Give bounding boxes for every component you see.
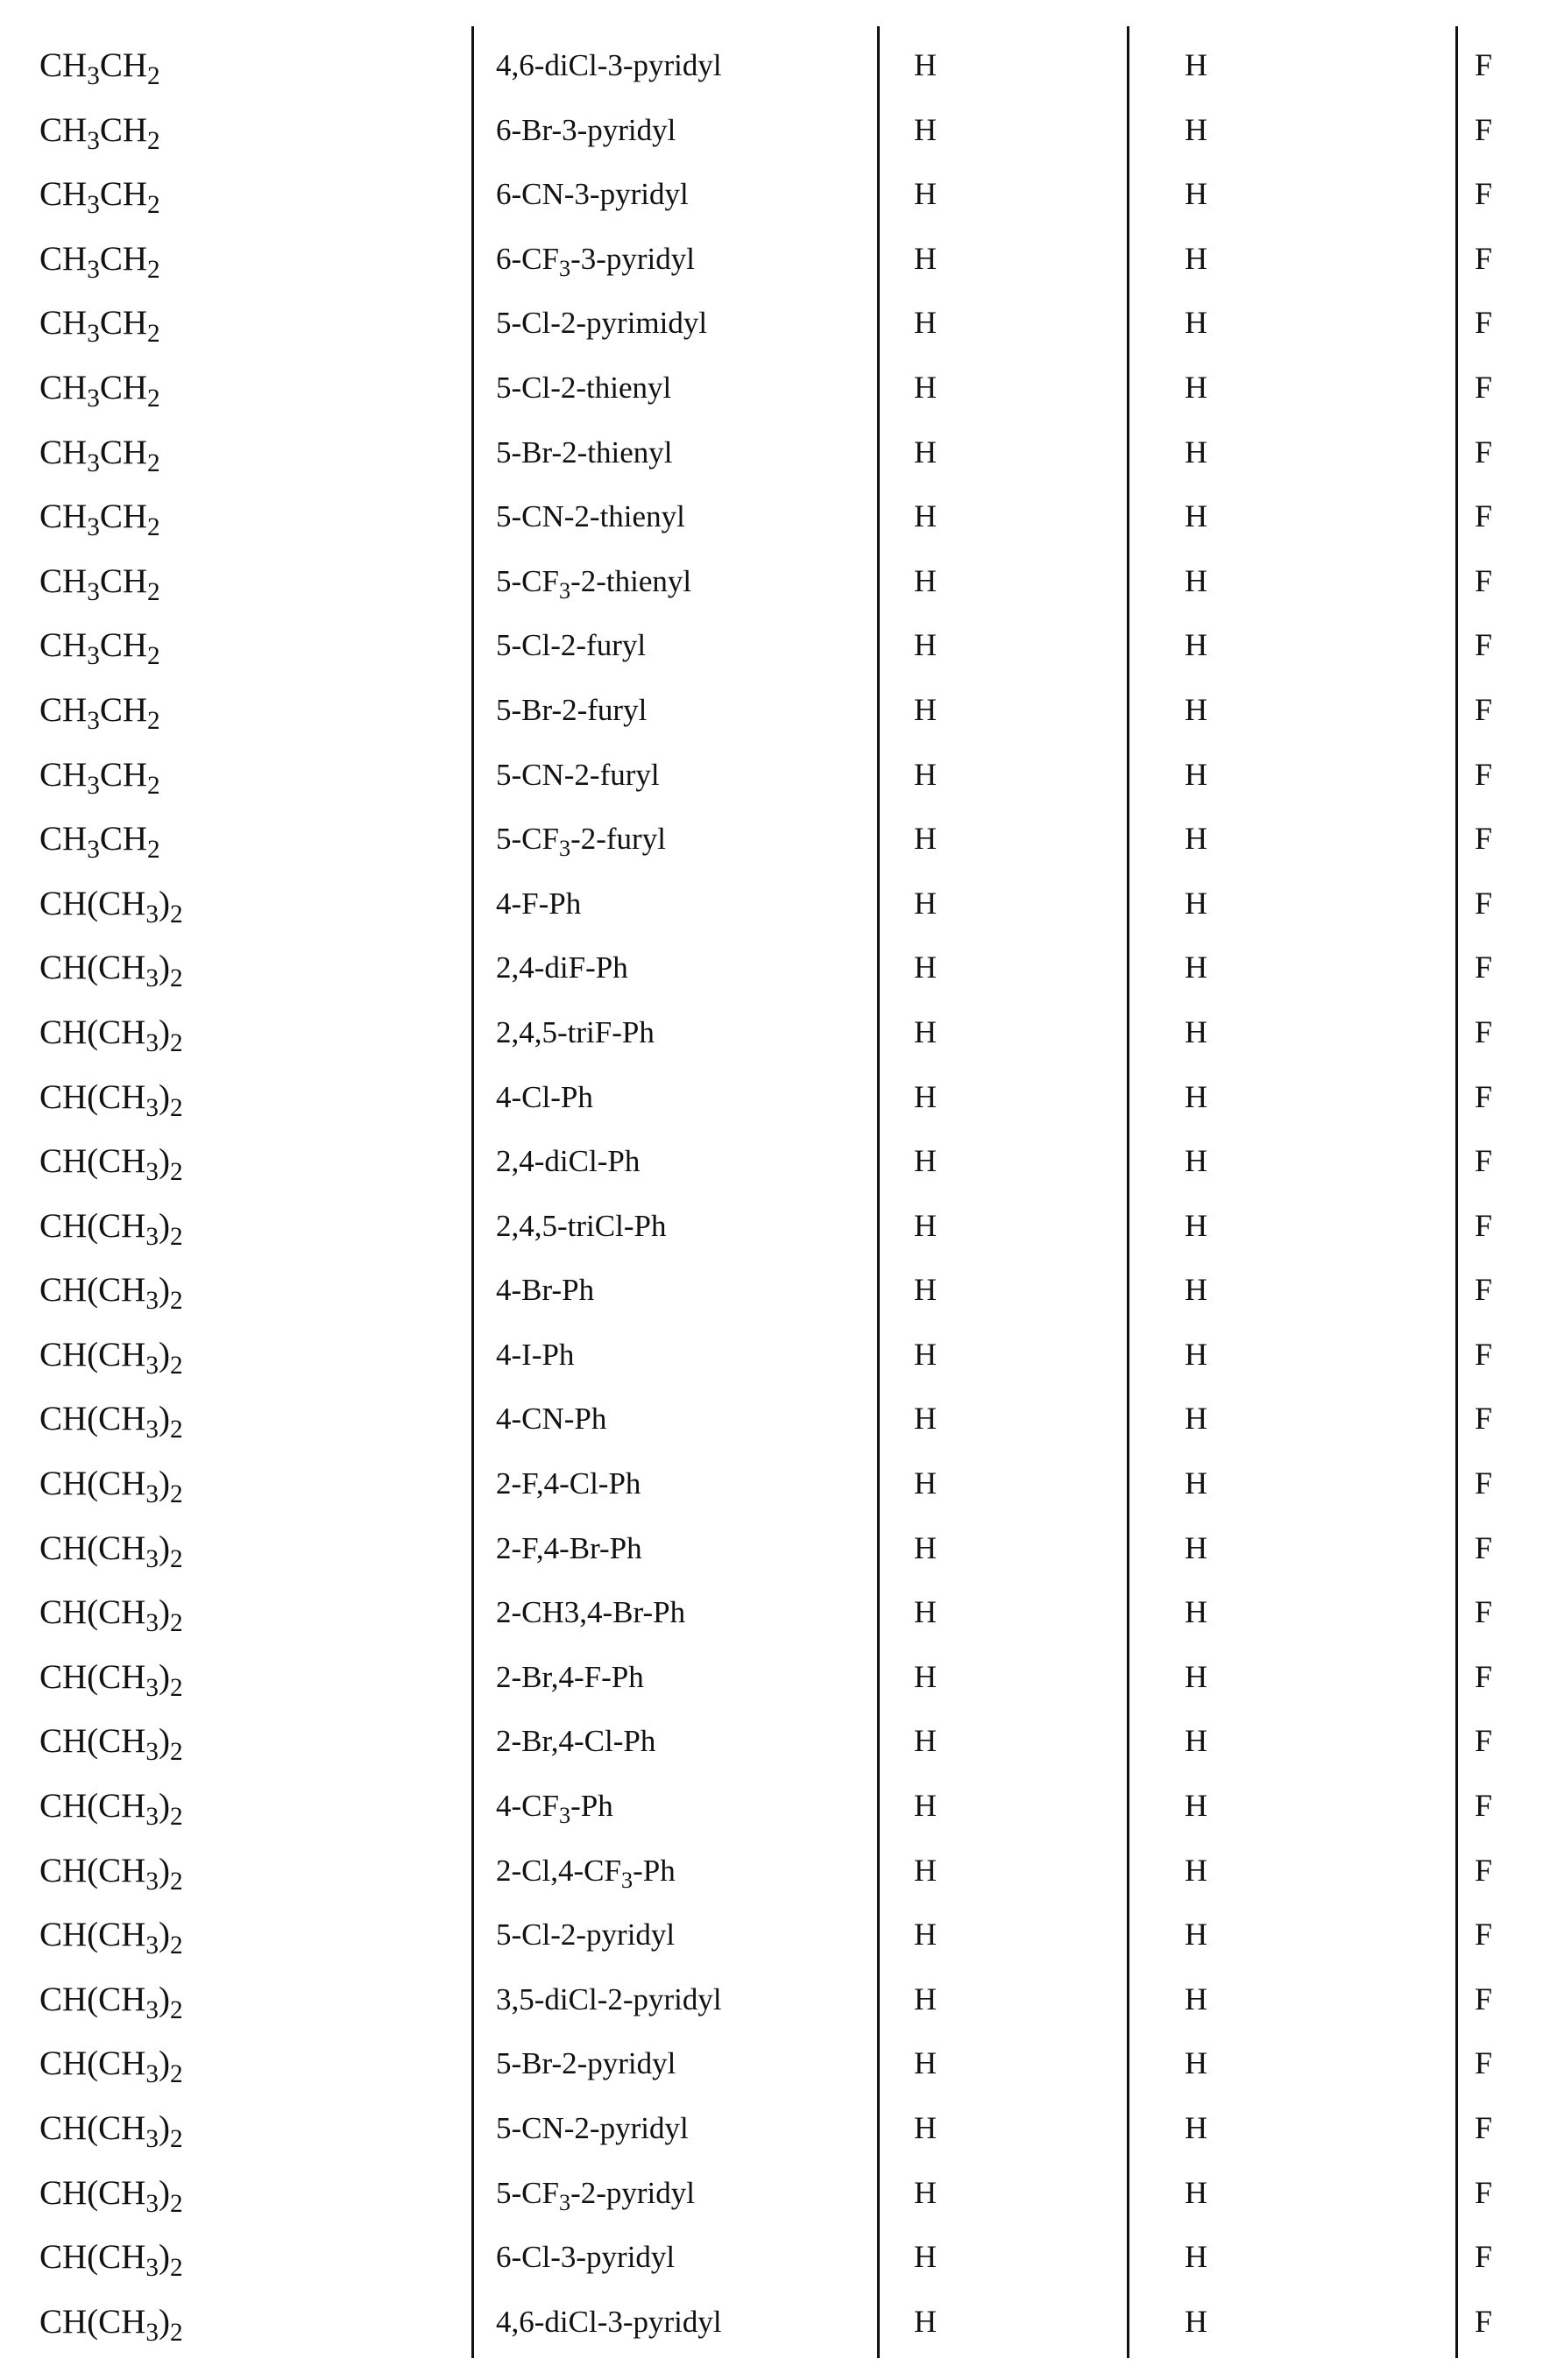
- table-cell-c2: 5-Cl-2-pyrimidyl: [496, 306, 708, 341]
- table-cell-c4: H: [1185, 756, 1207, 792]
- table-cell-c4: H: [1185, 1981, 1207, 2016]
- table-cell-c2: 4,6-diCl-3-pyridyl: [496, 2304, 722, 2339]
- table-row: [0, 1774, 1543, 1839]
- table-cell-c4: H: [1185, 950, 1207, 985]
- table-cell-c2: 6-Cl-3-pyridyl: [496, 2240, 676, 2275]
- table-cell-c2: 5-Br-2-pyridyl: [496, 2046, 676, 2081]
- table-cell-c1: $CH(CH_3)_2$: [39, 2109, 183, 2153]
- table-cell-c1: $CH(CH_3)_2$: [39, 1657, 183, 1702]
- table-cell-c4: H: [1185, 2110, 1207, 2145]
- table-cell-c3: H: [914, 1723, 937, 1759]
- table-cell-c1: $CH(CH_3)_2$: [39, 2173, 183, 2218]
- table-cell-c1: $CH_3CH_2$: [39, 239, 160, 284]
- table-cell-c1: $CH(CH_3)_2$: [39, 1400, 183, 1444]
- table-cell-c3: H: [914, 111, 937, 147]
- table-cell-c2: 2,4,5-triF-Ph: [496, 1014, 655, 1049]
- table-cell-c3: H: [914, 2110, 937, 2145]
- column-divider: [877, 26, 880, 2358]
- table-row: [0, 1258, 1543, 1323]
- table-row: [0, 549, 1543, 614]
- table-row: [0, 484, 1543, 549]
- table-cell-c3: H: [914, 1143, 937, 1179]
- table-cell-c1: $CH_3CH_2$: [39, 755, 160, 800]
- table-cell-c5: F: [1475, 434, 1493, 470]
- table-row: [0, 613, 1543, 678]
- table-cell-c1: $CH(CH_3)_2$: [39, 2045, 183, 2089]
- table-cell-c2: 2,4-diF-Ph: [496, 950, 628, 985]
- table-row: [0, 1000, 1543, 1065]
- table-cell-c5: F: [1475, 1852, 1493, 1888]
- table-cell-c2: 4-Cl-Ph: [496, 1079, 593, 1114]
- table-cell-c2: 2-F,4-Br-Ph: [496, 1530, 642, 1565]
- table-cell-c3: H: [914, 562, 937, 598]
- table-cell-c3: H: [914, 1272, 937, 1308]
- table-cell-c1: $CH(CH_3)_2$: [39, 949, 183, 993]
- table-cell-c2: $5-CF_3-2$-furyl: [496, 822, 666, 861]
- table-cell-c5: F: [1475, 1594, 1493, 1630]
- table-cell-c1: $CH(CH_3)_2$: [39, 1787, 183, 1831]
- table-cell-c3: H: [914, 1336, 937, 1372]
- table-cell-c4: H: [1185, 369, 1207, 405]
- table-cell-c3: H: [914, 1207, 937, 1243]
- table-cell-c5: F: [1475, 111, 1493, 147]
- table-cell-c4: H: [1185, 1788, 1207, 1824]
- table-cell-c5: F: [1475, 305, 1493, 341]
- table-row: [0, 1129, 1543, 1194]
- table-cell-c1: $CH(CH_3)_2$: [39, 884, 183, 929]
- table-cell-c2: 4-Br-Ph: [496, 1273, 595, 1308]
- table-cell-c5: F: [1475, 562, 1493, 598]
- table-cell-c3: H: [914, 627, 937, 663]
- table-cell-c1: $CH(CH_3)_2$: [39, 2238, 183, 2282]
- table-cell-c2: 2-F,4-Cl-Ph: [496, 1466, 641, 1501]
- table-cell-c1: $CH(CH_3)_2$: [39, 1980, 183, 2024]
- table-cell-c5: F: [1475, 2303, 1493, 2339]
- table-cell-c4: H: [1185, 498, 1207, 534]
- table-cell-c2: 4-I-Ph: [496, 1337, 575, 1372]
- table-cell-c4: H: [1185, 111, 1207, 147]
- table-cell-c2: $2-Cl,4-CF_3-Ph$: [496, 1853, 676, 1893]
- table-cell-c3: H: [914, 1981, 937, 2016]
- table-cell-c3: H: [914, 305, 937, 341]
- table-cell-c1: $CH_3CH_2$: [39, 175, 160, 219]
- table-cell-c1: $CH_3CH_2$: [39, 110, 160, 155]
- table-cell-c4: H: [1185, 2174, 1207, 2210]
- table-row: [0, 227, 1543, 292]
- table-row: [0, 936, 1543, 1000]
- table-row: [0, 1903, 1543, 1967]
- column-divider: [1127, 26, 1129, 2358]
- table-cell-c5: F: [1475, 47, 1493, 82]
- table-cell-c5: F: [1475, 627, 1493, 663]
- table-cell-c2: 5-Cl-2-pyridyl: [496, 1917, 676, 1953]
- table-cell-c4: H: [1185, 1272, 1207, 1308]
- table-cell-c1: $CH_3CH_2$: [39, 368, 160, 413]
- table-cell-c5: F: [1475, 176, 1493, 212]
- table-cell-c2: 2-Br,4-F-Ph: [496, 1659, 644, 1694]
- table-cell-c1: $CH(CH_3)_2$: [39, 1465, 183, 1508]
- table-cell-c5: F: [1475, 1272, 1493, 1308]
- table-cell-c1: $CH(CH_3)_2$: [39, 1722, 183, 1767]
- table-cell-c1: $CH(CH_3)_2$: [39, 1593, 183, 1638]
- table-row: [0, 2225, 1543, 2290]
- table-cell-c2: 6-CN-3-pyridyl: [496, 177, 689, 212]
- table-cell-c4: H: [1185, 1658, 1207, 1694]
- table-row: [0, 807, 1543, 872]
- table-row: [0, 291, 1543, 356]
- table-cell-c1: $CH_3CH_2$: [39, 498, 160, 541]
- table-cell-c5: F: [1475, 1143, 1493, 1179]
- table-cell-c1: $CH_3CH_2$: [39, 561, 160, 606]
- table-cell-c5: F: [1475, 1723, 1493, 1759]
- table-cell-c5: F: [1475, 2110, 1493, 2145]
- table-cell-c2: $5-CF_3-2$-pyridyl: [496, 2175, 696, 2215]
- table-cell-c4: H: [1185, 1336, 1207, 1372]
- table-cell-c3: H: [914, 885, 937, 921]
- table-cell-c2: 2-Br,4-Cl-Ph: [496, 1724, 656, 1759]
- table-cell-c3: H: [914, 1401, 937, 1437]
- table-cell-c3: H: [914, 1013, 937, 1049]
- table-cell-c5: F: [1475, 1981, 1493, 2016]
- table-cell-c4: H: [1185, 1401, 1207, 1437]
- table-cell-c3: H: [914, 176, 937, 212]
- table-row: [0, 356, 1543, 420]
- table-cell-c1: $CH(CH_3)_2$: [39, 1206, 183, 1251]
- table-cell-c4: H: [1185, 691, 1207, 727]
- table-row: [0, 162, 1543, 227]
- table-cell-c5: F: [1475, 2045, 1493, 2081]
- table-row: [0, 1451, 1543, 1516]
- table-cell-c3: H: [914, 2239, 937, 2275]
- table-cell-c5: F: [1475, 1465, 1493, 1501]
- table-cell-c1: $CH(CH_3)_2$: [39, 1142, 183, 1186]
- table-cell-c5: F: [1475, 369, 1493, 405]
- table-cell-c5: F: [1475, 1336, 1493, 1372]
- table-row: [0, 2096, 1543, 2161]
- table-cell-c5: F: [1475, 691, 1493, 727]
- table-cell-c2: 3,5-diCl-2-pyridyl: [496, 1981, 722, 2016]
- table-cell-c3: H: [914, 2174, 937, 2210]
- table-cell-c3: H: [914, 1594, 937, 1630]
- table-cell-c5: F: [1475, 1529, 1493, 1565]
- table-row: [0, 33, 1543, 98]
- table-cell-c4: H: [1185, 885, 1207, 921]
- table-cell-c3: H: [914, 1852, 937, 1888]
- table-cell-c4: H: [1185, 1529, 1207, 1565]
- table-cell-c2: 5-CN-2-pyridyl: [496, 2111, 689, 2145]
- table-cell-c5: F: [1475, 821, 1493, 857]
- table-cell-c3: H: [914, 950, 937, 985]
- table-cell-c5: F: [1475, 2239, 1493, 2275]
- table-cell-c5: F: [1475, 1207, 1493, 1243]
- compound-table: [0, 33, 1543, 2354]
- table-cell-c1: $CH_3CH_2$: [39, 46, 160, 90]
- table-cell-c3: H: [914, 2045, 937, 2081]
- table-cell-c5: F: [1475, 1078, 1493, 1114]
- column-divider: [1455, 26, 1458, 2358]
- table-row: [0, 98, 1543, 163]
- column-divider: [471, 26, 474, 2358]
- table-cell-c4: H: [1185, 2303, 1207, 2339]
- table-cell-c2: $4-CF_3-Ph$: [496, 1789, 613, 1828]
- table-cell-c4: H: [1185, 562, 1207, 598]
- table-row: [0, 872, 1543, 936]
- table-cell-c3: H: [914, 821, 937, 857]
- table-row: [0, 2161, 1543, 2226]
- table-cell-c5: F: [1475, 1658, 1493, 1694]
- table-row: [0, 420, 1543, 485]
- table-cell-c3: H: [914, 240, 937, 276]
- table-cell-c4: H: [1185, 1852, 1207, 1888]
- table-row: [0, 1323, 1543, 1388]
- table-cell-c1: $CH(CH_3)_2$: [39, 1271, 183, 1316]
- table-cell-c1: $CH(CH_3)_2$: [39, 2302, 183, 2347]
- table-cell-c1: $CH(CH_3)_2$: [39, 1529, 183, 1573]
- table-cell-c3: H: [914, 498, 937, 534]
- table-cell-c4: H: [1185, 1207, 1207, 1243]
- table-cell-c1: $CH_3CH_2$: [39, 626, 160, 671]
- table-cell-c5: F: [1475, 1401, 1493, 1437]
- table-cell-c2: 5-Br-2-furyl: [496, 692, 648, 727]
- table-cell-c2: 5-CN-2-furyl: [496, 757, 660, 792]
- table-cell-c3: H: [914, 1529, 937, 1565]
- table-cell-c3: H: [914, 2303, 937, 2339]
- table-cell-c3: H: [914, 756, 937, 792]
- table-cell-c1: $CH_3CH_2$: [39, 304, 160, 349]
- table-cell-c4: H: [1185, 1143, 1207, 1179]
- table-cell-c4: H: [1185, 2239, 1207, 2275]
- table-cell-c1: $CH(CH_3)_2$: [39, 1916, 183, 1960]
- table-cell-c3: H: [914, 1658, 937, 1694]
- table-cell-c2: 4-CN-Ph: [496, 1402, 607, 1437]
- table-cell-c5: F: [1475, 756, 1493, 792]
- table-cell-c3: H: [914, 1078, 937, 1114]
- table-cell-c4: H: [1185, 627, 1207, 663]
- table-cell-c5: F: [1475, 950, 1493, 985]
- table-cell-c4: H: [1185, 1723, 1207, 1759]
- table-cell-c1: $CH_3CH_2$: [39, 820, 160, 864]
- table-cell-c3: H: [914, 47, 937, 82]
- table-row: [0, 2031, 1543, 2096]
- table-row: [0, 2290, 1543, 2355]
- table-cell-c1: $CH(CH_3)_2$: [39, 1335, 183, 1380]
- table-cell-c4: H: [1185, 1465, 1207, 1501]
- table-cell-c4: H: [1185, 305, 1207, 341]
- table-cell-c4: H: [1185, 2045, 1207, 2081]
- table-cell-c2: 2,4-diCl-Ph: [496, 1144, 641, 1179]
- table-row: [0, 743, 1543, 808]
- table-cell-c2: 2,4,5-triCl-Ph: [496, 1208, 667, 1243]
- table-row: [0, 1839, 1543, 1903]
- table-cell-c5: F: [1475, 1917, 1493, 1953]
- table-cell-c2: 5-Cl-2-furyl: [496, 628, 647, 663]
- table-row: [0, 1516, 1543, 1581]
- table-cell-c4: H: [1185, 1594, 1207, 1630]
- table-row: [0, 1709, 1543, 1774]
- table-cell-c4: H: [1185, 240, 1207, 276]
- table-cell-c2: $6-CF_3-3$-pyridyl: [496, 241, 696, 281]
- table-cell-c5: F: [1475, 1013, 1493, 1049]
- table-cell-c3: H: [914, 691, 937, 727]
- table-cell-c2: 4-F-Ph: [496, 886, 582, 921]
- table-cell-c5: F: [1475, 2174, 1493, 2210]
- table-row: [0, 1580, 1543, 1645]
- table-row: [0, 1194, 1543, 1259]
- table-row: [0, 1387, 1543, 1451]
- table-cell-c3: H: [914, 1788, 937, 1824]
- table-cell-c4: H: [1185, 434, 1207, 470]
- table-cell-c4: H: [1185, 176, 1207, 212]
- table-row: [0, 1645, 1543, 1710]
- table-cell-c1: $CH(CH_3)_2$: [39, 1013, 183, 1057]
- table-cell-c2: 4,6-diCl-3-pyridyl: [496, 48, 722, 82]
- table-cell-c4: H: [1185, 1013, 1207, 1049]
- table-cell-c2: 6-Br-3-pyridyl: [496, 112, 676, 147]
- table-cell-c2: 2-CH3,4-Br-Ph: [496, 1595, 686, 1630]
- table-cell-c1: $CH_3CH_2$: [39, 433, 160, 477]
- table-cell-c3: H: [914, 434, 937, 470]
- table-cell-c2: $5-CF_3-2$-thienyl: [496, 563, 692, 604]
- table-cell-c4: H: [1185, 1917, 1207, 1953]
- table-row: [0, 678, 1543, 743]
- table-row: [0, 1065, 1543, 1130]
- table-cell-c4: H: [1185, 47, 1207, 82]
- table-row: [0, 1967, 1543, 2032]
- table-cell-c1: $CH_3CH_2$: [39, 690, 160, 735]
- table-cell-c2: 5-Br-2-thienyl: [496, 434, 673, 470]
- table-cell-c5: F: [1475, 240, 1493, 276]
- table-cell-c4: H: [1185, 1078, 1207, 1114]
- table-cell-c5: F: [1475, 885, 1493, 921]
- table-cell-c2: 5-Cl-2-thienyl: [496, 370, 672, 405]
- table-cell-c3: H: [914, 1917, 937, 1953]
- table-cell-c1: $CH(CH_3)_2$: [39, 1851, 183, 1896]
- table-cell-c4: H: [1185, 821, 1207, 857]
- table-cell-c5: F: [1475, 1788, 1493, 1824]
- table-cell-c5: F: [1475, 498, 1493, 534]
- table-cell-c3: H: [914, 369, 937, 405]
- table-cell-c2: 5-CN-2-thienyl: [496, 499, 685, 534]
- table-cell-c1: $CH(CH_3)_2$: [39, 1077, 183, 1122]
- table-cell-c3: H: [914, 1465, 937, 1501]
